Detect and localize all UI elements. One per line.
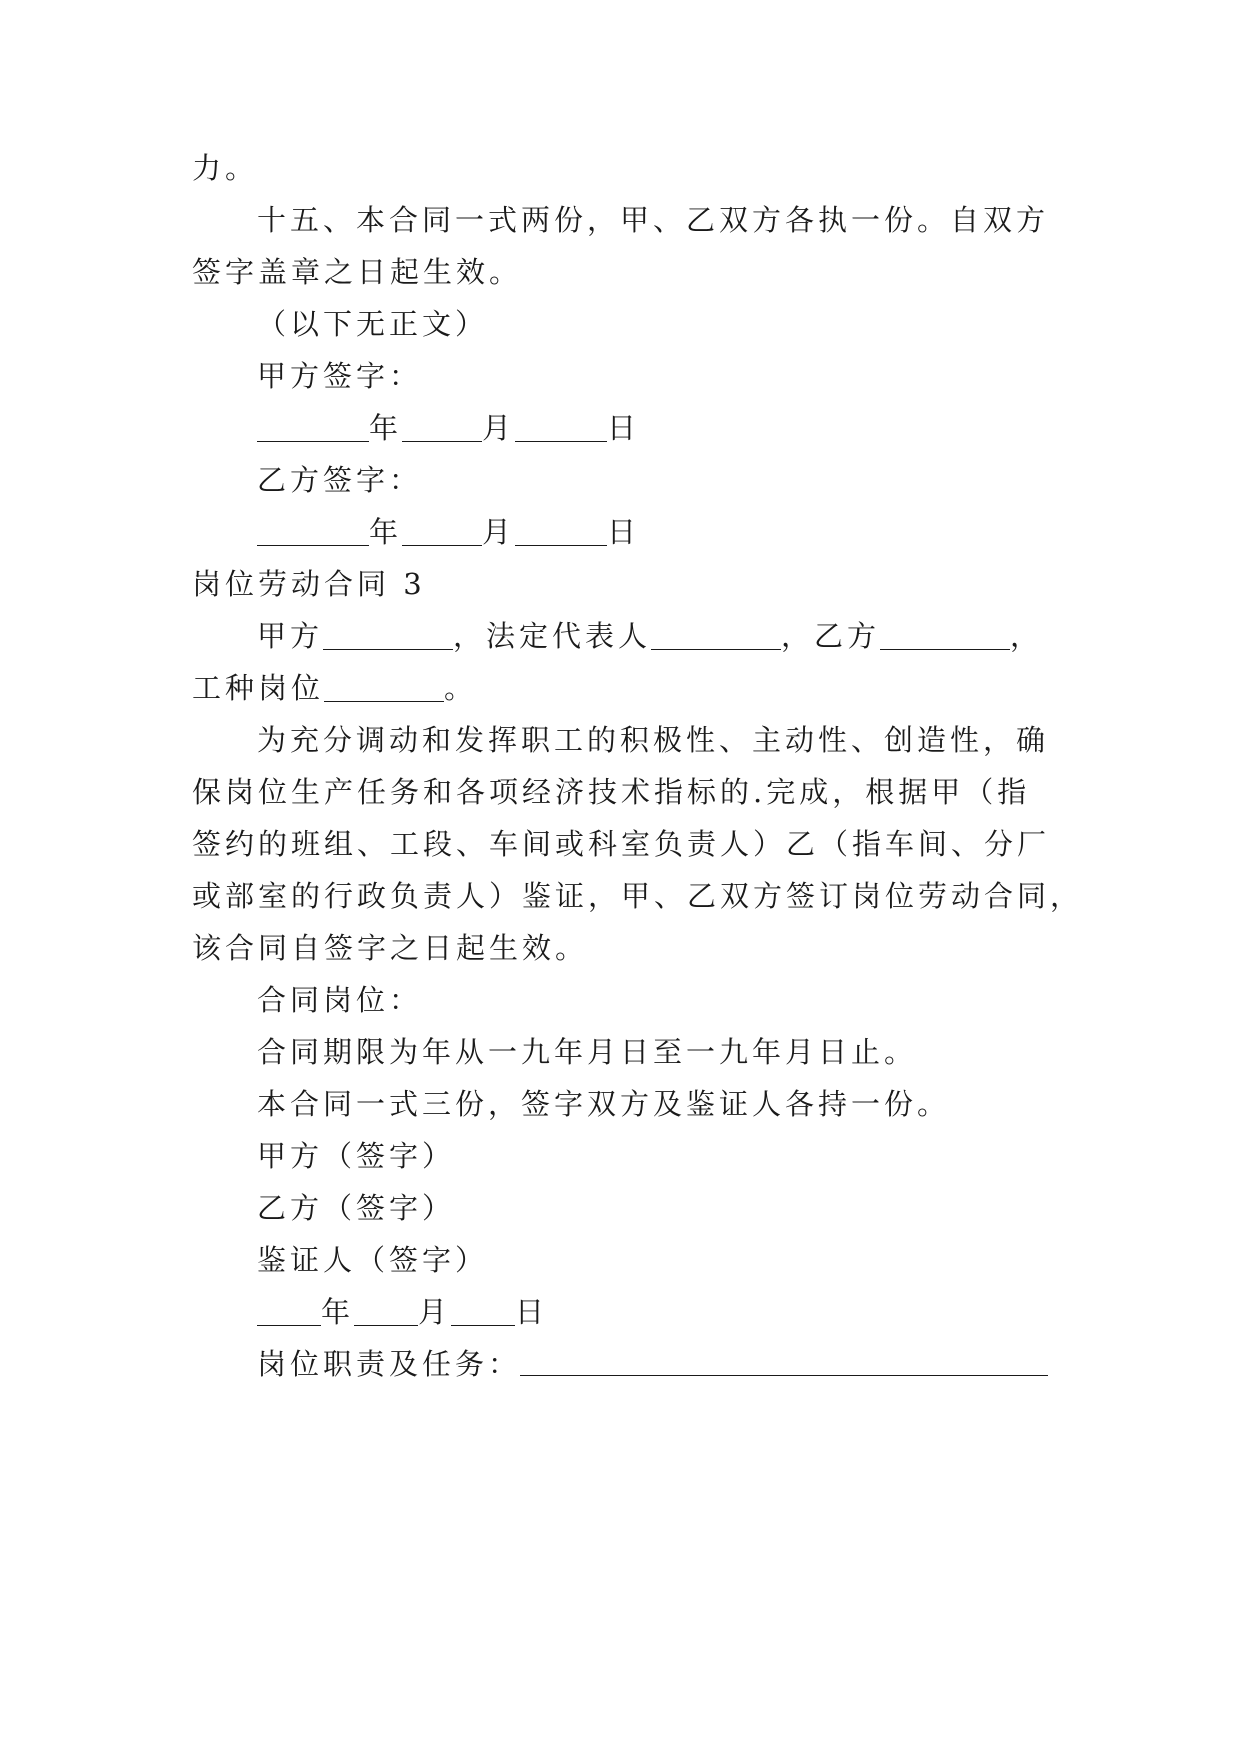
contract-term-line: 合同期限为年从一九年月日至一九年月日止。 xyxy=(257,1035,918,1069)
parties-line: 甲方 ，法定代表人 ，乙方 ， xyxy=(257,619,1044,653)
purpose-paragraph-line-5: 该合同自签字之日起生效。 xyxy=(192,931,589,965)
duties-label: 岗位职责及任务： xyxy=(257,1347,522,1381)
purpose-paragraph-line-1: 为充分调动和发挥职工的积极性、主动性、创造性，确 xyxy=(257,723,1050,757)
party-a-sign-line: 甲方（签字） xyxy=(257,1139,456,1173)
contract-post-label: 合同岗位： xyxy=(257,983,423,1017)
clause-15-line-2: 签字盖章之日起生效。 xyxy=(192,255,523,289)
job-post-line: 工种岗位 。 xyxy=(192,671,478,705)
date-line-c: 年 月 日 xyxy=(257,1292,548,1332)
witness-sign-line: 鉴证人（签字） xyxy=(257,1243,489,1277)
clause-15-line-1: 十五、本合同一式两份，甲、乙双方各执一份。自双方 xyxy=(257,203,1050,237)
purpose-paragraph-line-3: 签约的班组、工段、车间或科室负责人）乙（指车间、分厂 xyxy=(192,827,1051,861)
duties-blank-line xyxy=(520,1375,1048,1376)
no-further-text-note: （以下无正文） xyxy=(257,307,489,341)
continued-text: 力。 xyxy=(192,151,259,185)
date-line-b: 年 月 日 xyxy=(257,512,640,552)
purpose-paragraph-line-2: 保岗位生产任务和各项经济技术指标的.完成，根据甲（指 xyxy=(192,775,1031,809)
copies-line: 本合同一式三份，签字双方及鉴证人各持一份。 xyxy=(257,1087,951,1121)
party-a-signature-label: 甲方签字： xyxy=(257,359,423,393)
party-b-sign-line: 乙方（签字） xyxy=(257,1191,456,1225)
party-b-signature-label: 乙方签字： xyxy=(257,463,423,497)
section-title: 岗位劳动合同 3 xyxy=(192,567,426,601)
date-line-a: 年 月 日 xyxy=(257,408,640,448)
purpose-paragraph-line-4: 或部室的行政负责人）鉴证，甲、乙双方签订岗位劳动合同， xyxy=(192,879,1084,913)
